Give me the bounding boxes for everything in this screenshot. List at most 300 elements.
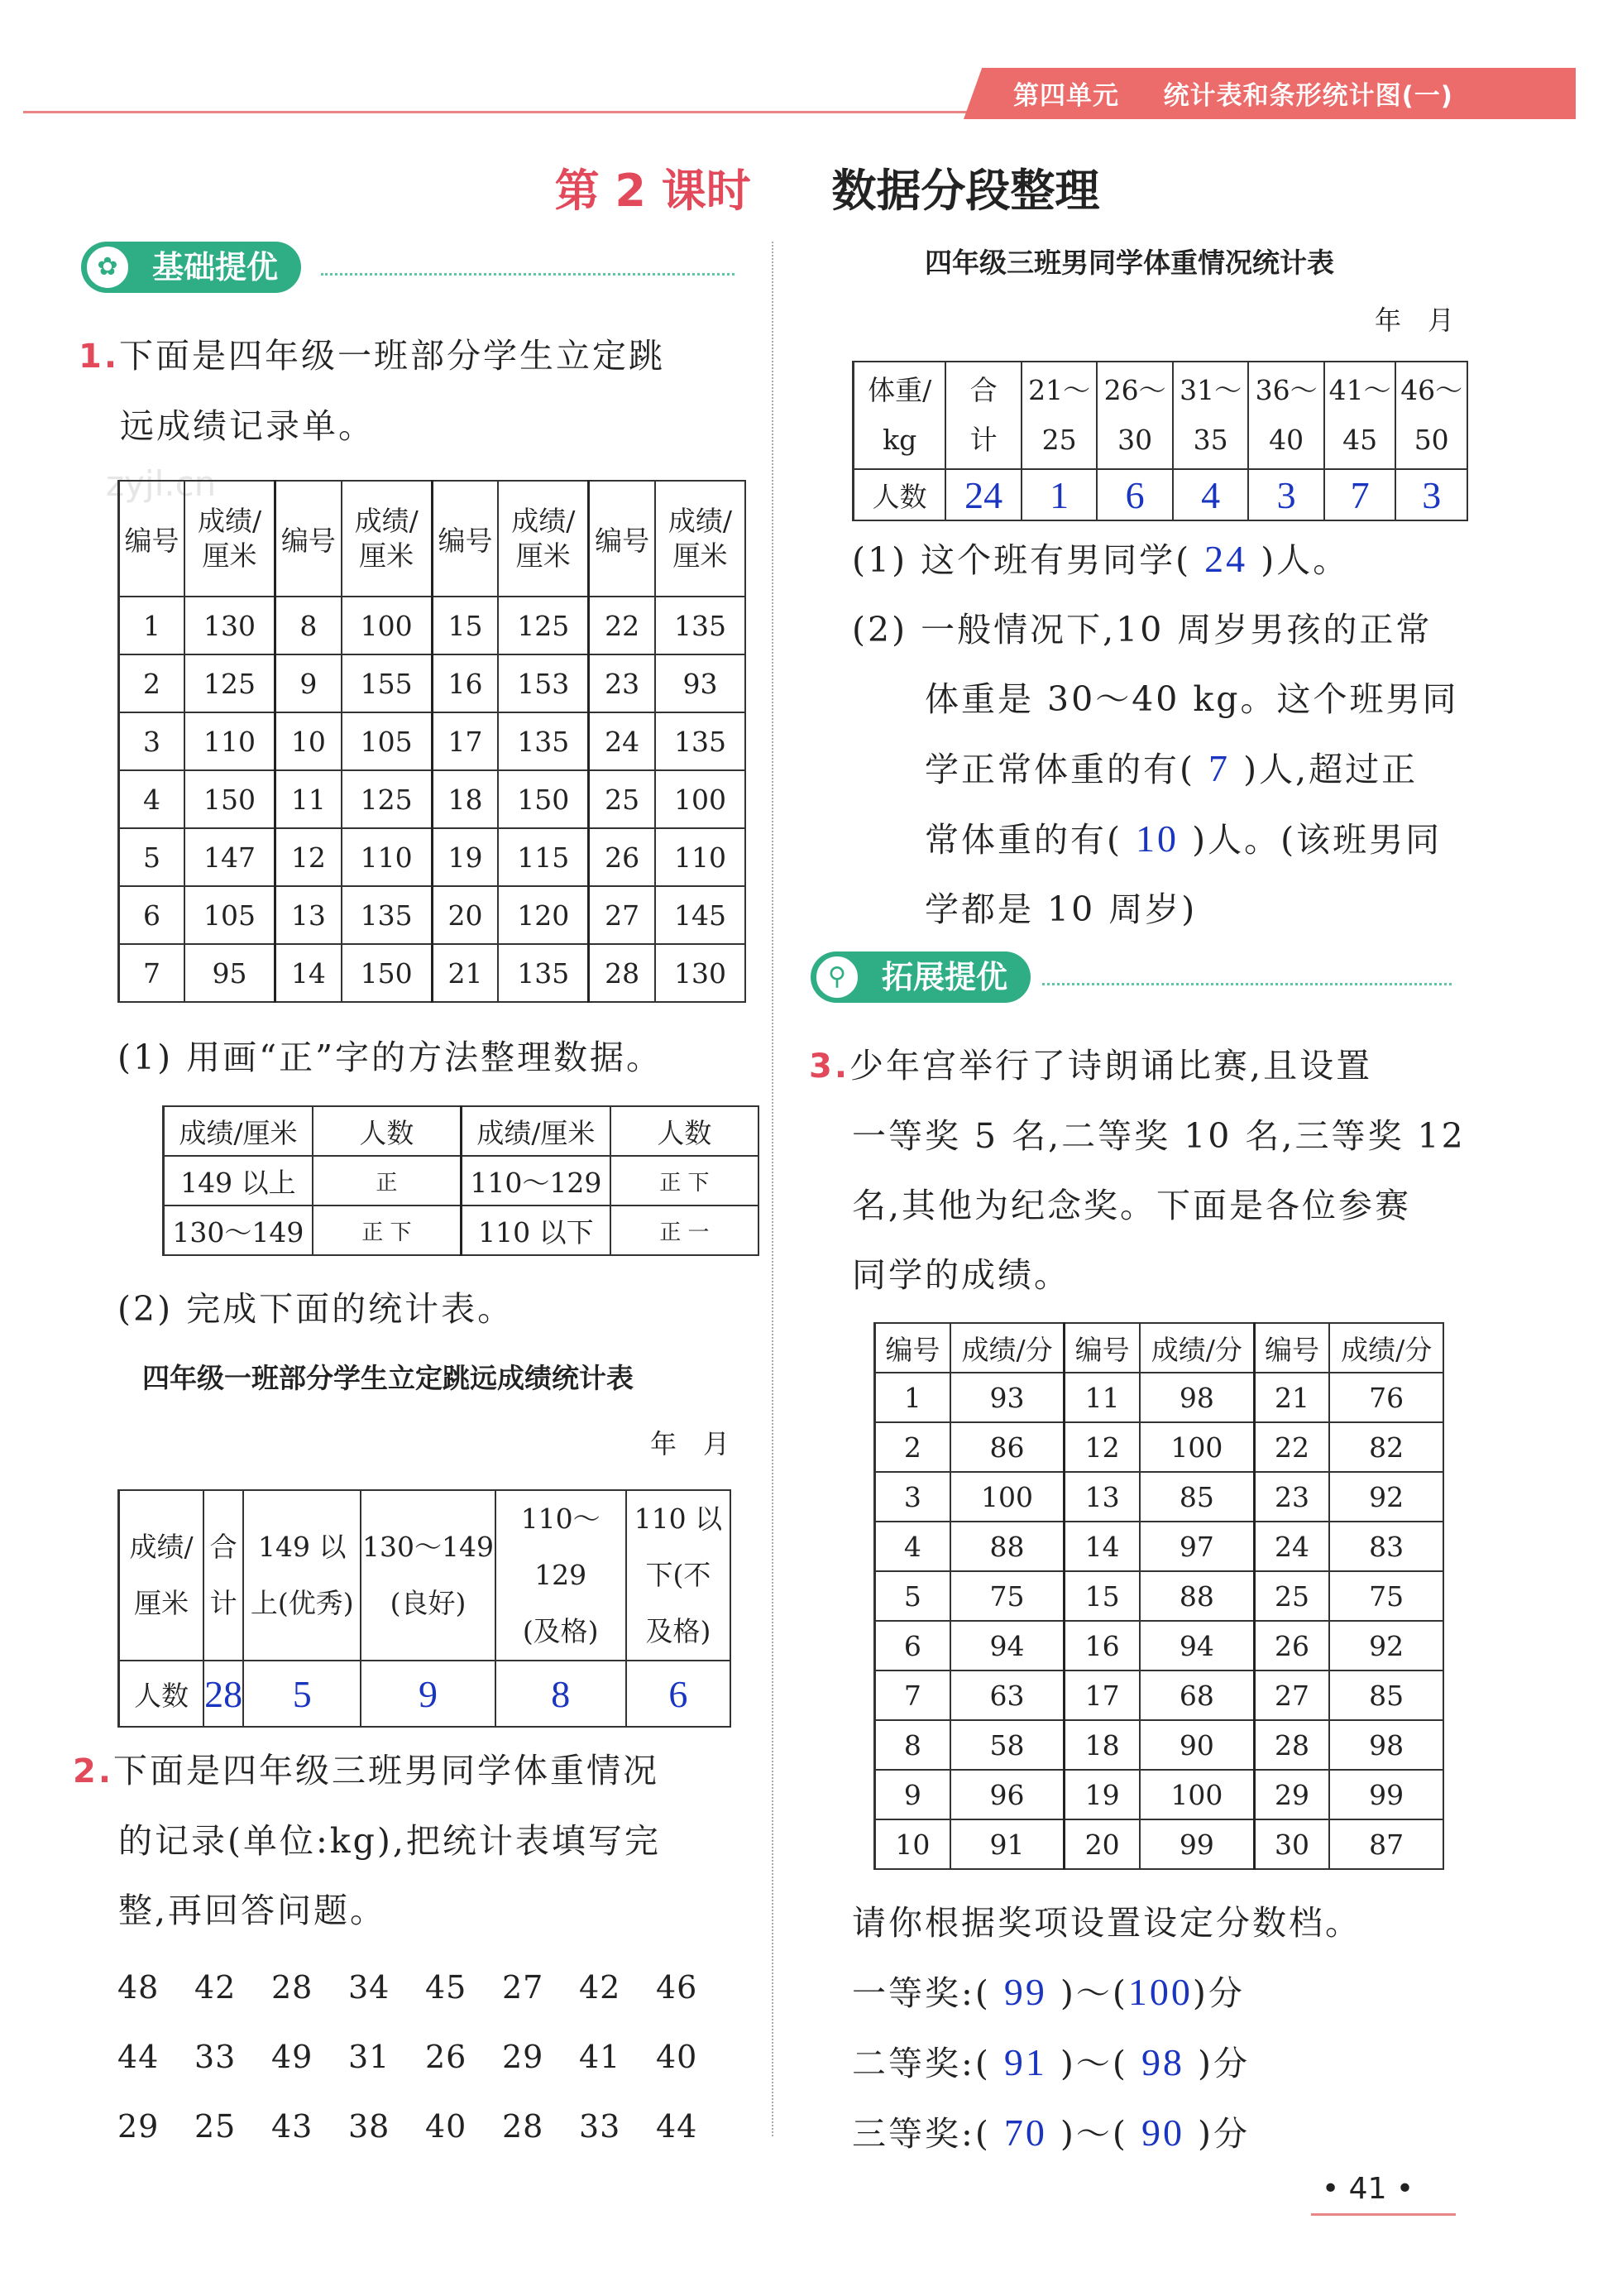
record-score-cell: 135 xyxy=(498,712,589,770)
record-score-cell: 125 xyxy=(498,597,589,654)
header-rule xyxy=(23,111,974,113)
weight-value: 28 xyxy=(271,1969,313,2006)
q1-stat-title: 四年级一班部分学生立定跳远成绩统计表 xyxy=(142,1362,634,1394)
q2-line1: 下面是四年级三班男同学体重情况 xyxy=(113,1751,660,1790)
magnifier-icon: ⚲ xyxy=(814,954,860,1000)
q2-answers xyxy=(852,525,1580,944)
table-header-row xyxy=(164,1106,759,1156)
table-cell: 130～149 xyxy=(164,1206,313,1255)
answer-cell: 1 xyxy=(1022,469,1098,520)
range-header: 36～ 40 xyxy=(1248,362,1324,469)
weight-row xyxy=(117,2092,733,2161)
record-id-cell: 26 xyxy=(589,828,655,886)
tally-marks: 正 一 xyxy=(610,1206,758,1255)
record-id-cell: 18 xyxy=(432,770,498,828)
weight-value: 25 xyxy=(194,2108,237,2145)
contestant-score-cell: 86 xyxy=(950,1422,1065,1472)
range-sep: )～( xyxy=(1060,1973,1128,2013)
record-id-cell: 2 xyxy=(119,654,185,712)
col-id: 编号 xyxy=(119,481,185,597)
stat-h-total: 合 计 xyxy=(203,1490,243,1661)
q3-answers xyxy=(852,1888,1580,2169)
contestant-id-cell: 13 xyxy=(1065,1472,1140,1522)
contestant-score-cell: 98 xyxy=(1140,1373,1254,1422)
range-end: )分 xyxy=(1198,2044,1250,2083)
contestant-score-cell: 85 xyxy=(1329,1670,1443,1720)
col-score: 成绩/分 xyxy=(950,1323,1065,1373)
stat-h-score: 成绩/ 厘米 xyxy=(119,1490,204,1661)
record-id-cell: 19 xyxy=(432,828,498,886)
contestant-id-cell: 27 xyxy=(1254,1670,1329,1720)
record-score-cell: 150 xyxy=(498,770,589,828)
unit-topic: 统计表和条形统计图(一) xyxy=(1163,81,1453,111)
contestant-score-cell: 99 xyxy=(1329,1770,1443,1819)
q3-line3: 名,其他为纪念奖。下面是各位参赛 xyxy=(852,1186,1412,1225)
record-id-cell: 5 xyxy=(119,828,185,886)
table-header-row xyxy=(119,1490,731,1661)
prize3-max: 90 xyxy=(1141,2111,1184,2154)
table-header-row xyxy=(854,362,1468,469)
record-id-cell: 13 xyxy=(275,886,342,944)
table-cell: 110～129 xyxy=(461,1156,610,1206)
record-id-cell: 12 xyxy=(275,828,342,886)
contestant-id-cell: 6 xyxy=(875,1621,950,1670)
weight-value: 48 xyxy=(117,1969,160,2006)
weight-row xyxy=(117,2022,733,2092)
lesson-title xyxy=(0,156,1603,219)
contestant-id-cell: 9 xyxy=(875,1770,950,1819)
table-row xyxy=(119,886,746,944)
q3-line2: 一等奖 5 名,二等奖 10 名,三等奖 12 xyxy=(852,1116,1466,1156)
table-row xyxy=(875,1571,1444,1621)
tally-marks: 正 下 xyxy=(610,1156,758,1206)
record-id-cell: 7 xyxy=(119,944,185,1002)
q2-stat-table xyxy=(852,361,1468,521)
q2-a2-line4: )人。(该班男同 xyxy=(1192,820,1443,860)
table-row xyxy=(875,1819,1444,1869)
answer-cell: 6 xyxy=(1097,469,1173,520)
col-score: 成绩/分 xyxy=(1140,1323,1254,1373)
answer-pass: 8 xyxy=(495,1661,626,1727)
contestant-score-cell: 91 xyxy=(950,1819,1065,1869)
contestant-score-cell: 85 xyxy=(1140,1472,1254,1522)
q2-a2-answer1: 7 xyxy=(1208,747,1231,789)
contestant-id-cell: 11 xyxy=(1065,1373,1140,1422)
section-dots xyxy=(1042,983,1452,985)
answer-good: 9 xyxy=(361,1661,495,1727)
table-row xyxy=(875,1472,1444,1522)
weight-value: 44 xyxy=(656,2108,698,2145)
contestant-score-cell: 98 xyxy=(1329,1720,1443,1770)
stat-h-good: 130～149 (良好) xyxy=(361,1490,495,1661)
page-number: • 41 • xyxy=(1322,2172,1414,2206)
record-score-cell: 147 xyxy=(184,828,275,886)
contestant-score-cell: 100 xyxy=(950,1472,1065,1522)
contestant-id-cell: 14 xyxy=(1065,1522,1140,1571)
contestant-id-cell: 5 xyxy=(875,1571,950,1621)
col-score: 成绩/ 厘米 xyxy=(342,481,433,597)
q2-a1-text: (1) 这个班有男同学( xyxy=(852,540,1192,580)
weight-row xyxy=(117,1953,733,2022)
q1-line2: 远成绩记录单。 xyxy=(120,406,375,446)
weight-value: 33 xyxy=(194,2039,237,2075)
stat-row-label: 人数 xyxy=(119,1661,204,1727)
table-row xyxy=(875,1770,1444,1819)
answer-total: 28 xyxy=(203,1661,243,1727)
record-score-cell: 115 xyxy=(498,828,589,886)
q2-a2-line2: 体重是 30～40 kg。这个班男同 xyxy=(925,679,1459,719)
weight-header: 体重/ kg xyxy=(854,362,946,469)
q2-a2-line5: 学都是 10 周岁) xyxy=(925,889,1198,929)
contestant-id-cell: 21 xyxy=(1254,1373,1329,1422)
q1-record-table xyxy=(117,480,746,1003)
table-row xyxy=(119,770,746,828)
record-score-cell: 100 xyxy=(342,597,433,654)
section-extend-label: 拓展提优 xyxy=(882,959,1008,995)
table-row xyxy=(875,1522,1444,1571)
table-row xyxy=(854,469,1468,520)
contestant-score-cell: 92 xyxy=(1329,1621,1443,1670)
running-header xyxy=(1013,74,1453,112)
record-score-cell: 110 xyxy=(655,828,745,886)
answer-cell: 3 xyxy=(1248,469,1324,520)
section-basic-label: 基础提优 xyxy=(152,249,279,285)
weight-value: 41 xyxy=(579,2039,621,2075)
weight-value: 34 xyxy=(348,1969,390,2006)
q2-a2-line4: 常体重的有( xyxy=(925,820,1122,860)
record-id-cell: 15 xyxy=(432,597,498,654)
q1-text xyxy=(79,321,757,461)
table-row xyxy=(875,1422,1444,1472)
section-extend xyxy=(811,951,1472,1003)
weight-value: 43 xyxy=(271,2108,313,2145)
contestant-score-cell: 96 xyxy=(950,1770,1065,1819)
sprout-icon: ✿ xyxy=(84,244,131,290)
q1-line1: 下面是四年级一班部分学生立定跳 xyxy=(119,336,666,376)
unit-label: 第四单元 xyxy=(1013,81,1119,111)
table-row xyxy=(875,1670,1444,1720)
record-id-cell: 11 xyxy=(275,770,342,828)
q1-record-body xyxy=(119,597,746,1002)
contestant-score-cell: 100 xyxy=(1140,1770,1254,1819)
weight-value: 29 xyxy=(502,2039,544,2075)
table-row xyxy=(119,1661,731,1727)
record-id-cell: 22 xyxy=(589,597,655,654)
q3-line1: 少年宫举行了诗朗诵比赛,且设置 xyxy=(849,1046,1373,1086)
tally-h-count: 人数 xyxy=(610,1106,758,1156)
contestant-id-cell: 8 xyxy=(875,1720,950,1770)
section-dots xyxy=(321,273,735,276)
q2-line3: 整,再回答问题。 xyxy=(118,1891,387,1930)
col-score: 成绩/ 厘米 xyxy=(184,481,275,597)
record-score-cell: 125 xyxy=(184,654,275,712)
contestant-id-cell: 18 xyxy=(1065,1720,1140,1770)
contestant-id-cell: 15 xyxy=(1065,1571,1140,1621)
q2-a1-text: )人。 xyxy=(1261,540,1350,580)
contestant-id-cell: 20 xyxy=(1065,1819,1140,1869)
contestant-score-cell: 88 xyxy=(1140,1571,1254,1621)
record-score-cell: 135 xyxy=(655,597,745,654)
q3-prompt: 请你根据奖项设置设定分数档。 xyxy=(852,1903,1361,1943)
q2-text xyxy=(73,1736,768,1945)
q2-a2-line3: )人,超过正 xyxy=(1243,750,1419,789)
answer-excellent: 5 xyxy=(243,1661,361,1727)
record-id-cell: 25 xyxy=(589,770,655,828)
table-row xyxy=(119,712,746,770)
contestant-score-cell: 94 xyxy=(950,1621,1065,1670)
prize1-min: 99 xyxy=(1003,1971,1047,2013)
col-id: 编号 xyxy=(432,481,498,597)
table-row xyxy=(119,597,746,654)
col-score: 成绩/分 xyxy=(1329,1323,1443,1373)
record-score-cell: 125 xyxy=(342,770,433,828)
table-header-row xyxy=(119,481,746,597)
q2-a2-line3: 学正常体重的有( xyxy=(925,750,1195,789)
weight-value: 33 xyxy=(579,2108,621,2145)
stat-h-excellent: 149 以 上(优秀) xyxy=(243,1490,361,1661)
contestant-score-cell: 75 xyxy=(1329,1571,1443,1621)
record-id-cell: 23 xyxy=(589,654,655,712)
record-score-cell: 105 xyxy=(184,886,275,944)
range-end: )分 xyxy=(1192,1973,1245,2013)
q2-a2-line1: (2) 一般情况下,10 周岁男孩的正常 xyxy=(852,610,1433,649)
q2-line2: 的记录(单位:kg),把统计表填写完 xyxy=(118,1821,661,1861)
table-row xyxy=(875,1373,1444,1422)
record-id-cell: 9 xyxy=(275,654,342,712)
tally-h-score: 成绩/厘米 xyxy=(461,1106,610,1156)
weight-value: 28 xyxy=(502,2108,544,2145)
answer-cell: 4 xyxy=(1173,469,1249,520)
record-id-cell: 4 xyxy=(119,770,185,828)
record-id-cell: 14 xyxy=(275,944,342,1002)
contestant-id-cell: 7 xyxy=(875,1670,950,1720)
record-score-cell: 155 xyxy=(342,654,433,712)
table-row xyxy=(119,944,746,1002)
contestant-score-cell: 76 xyxy=(1329,1373,1443,1422)
record-id-cell: 10 xyxy=(275,712,342,770)
contestant-id-cell: 4 xyxy=(875,1522,950,1571)
q3-score-table xyxy=(873,1322,1444,1870)
q2-a2-answer2: 10 xyxy=(1136,817,1180,860)
range-header: 21～ 25 xyxy=(1022,362,1098,469)
record-id-cell: 28 xyxy=(589,944,655,1002)
contestant-id-cell: 19 xyxy=(1065,1770,1140,1819)
q3-number: 3. xyxy=(809,1047,850,1086)
tally-marks: 正 xyxy=(313,1156,462,1206)
contestant-score-cell: 90 xyxy=(1140,1720,1254,1770)
record-score-cell: 135 xyxy=(498,944,589,1002)
col-score: 成绩/ 厘米 xyxy=(498,481,589,597)
col-id: 编号 xyxy=(875,1323,950,1373)
contestant-score-cell: 94 xyxy=(1140,1621,1254,1670)
weight-value: 31 xyxy=(348,2039,390,2075)
q1-sub2: (2) 完成下面的统计表。 xyxy=(117,1289,514,1329)
col-id: 编号 xyxy=(1065,1323,1140,1373)
record-score-cell: 145 xyxy=(655,886,745,944)
weight-value: 40 xyxy=(656,2039,698,2075)
record-score-cell: 135 xyxy=(655,712,745,770)
record-id-cell: 6 xyxy=(119,886,185,944)
q1-sub1: (1) 用画“正”字的方法整理数据。 xyxy=(117,1038,663,1077)
record-score-cell: 130 xyxy=(655,944,745,1002)
contestant-id-cell: 17 xyxy=(1065,1670,1140,1720)
weight-value: 38 xyxy=(348,2108,390,2145)
contestant-id-cell: 26 xyxy=(1254,1621,1329,1670)
contestant-score-cell: 88 xyxy=(950,1522,1065,1571)
q1-date: 年 月 xyxy=(650,1428,730,1460)
prize2-label: 二等奖:( xyxy=(852,2044,991,2083)
table-cell: 149 以上 xyxy=(164,1156,313,1206)
record-score-cell: 93 xyxy=(655,654,745,712)
record-score-cell: 105 xyxy=(342,712,433,770)
contestant-id-cell: 22 xyxy=(1254,1422,1329,1472)
weight-value: 40 xyxy=(425,2108,467,2145)
answer-cell: 7 xyxy=(1324,469,1396,520)
col-id: 编号 xyxy=(275,481,342,597)
answer-cell: 24 xyxy=(945,469,1022,520)
table-row xyxy=(875,1720,1444,1770)
contestant-score-cell: 63 xyxy=(950,1670,1065,1720)
weight-value: 42 xyxy=(579,1969,621,2006)
contestant-score-cell: 82 xyxy=(1329,1422,1443,1472)
record-score-cell: 150 xyxy=(184,770,275,828)
weight-value: 44 xyxy=(117,2039,160,2075)
prize3-label: 三等奖:( xyxy=(852,2114,991,2154)
prize2-max: 98 xyxy=(1141,2041,1184,2083)
q3-line4: 同学的成绩。 xyxy=(852,1255,1070,1295)
tally-h-score: 成绩/厘米 xyxy=(164,1106,313,1156)
weight-value: 29 xyxy=(117,2108,160,2145)
contestant-id-cell: 25 xyxy=(1254,1571,1329,1621)
record-id-cell: 17 xyxy=(432,712,498,770)
record-score-cell: 110 xyxy=(184,712,275,770)
record-score-cell: 110 xyxy=(342,828,433,886)
record-id-cell: 8 xyxy=(275,597,342,654)
contestant-score-cell: 92 xyxy=(1329,1472,1443,1522)
q1-number: 1. xyxy=(79,338,120,376)
contestant-id-cell: 1 xyxy=(875,1373,950,1422)
record-score-cell: 100 xyxy=(655,770,745,828)
contestant-id-cell: 29 xyxy=(1254,1770,1329,1819)
range-end: )分 xyxy=(1198,2114,1250,2154)
col-score: 成绩/ 厘米 xyxy=(655,481,745,597)
record-id-cell: 21 xyxy=(432,944,498,1002)
answer-cell: 3 xyxy=(1395,469,1467,520)
answer-fail: 6 xyxy=(626,1661,730,1727)
record-id-cell: 20 xyxy=(432,886,498,944)
contestant-id-cell: 30 xyxy=(1254,1819,1329,1869)
record-score-cell: 130 xyxy=(184,597,275,654)
q2-date: 年 月 xyxy=(1375,304,1455,336)
weight-value: 49 xyxy=(271,2039,313,2075)
contestant-score-cell: 68 xyxy=(1140,1670,1254,1720)
table-header-row xyxy=(875,1323,1444,1373)
col-id: 编号 xyxy=(1254,1323,1329,1373)
contestant-id-cell: 28 xyxy=(1254,1720,1329,1770)
range-header: 31～ 35 xyxy=(1173,362,1249,469)
weight-value: 46 xyxy=(656,1969,698,2006)
table-row xyxy=(119,654,746,712)
count-label: 人数 xyxy=(854,469,946,520)
contestant-score-cell: 93 xyxy=(950,1373,1065,1422)
tally-h-count: 人数 xyxy=(313,1106,462,1156)
record-score-cell: 153 xyxy=(498,654,589,712)
stat-h-pass: 110～ 129 (及格) xyxy=(495,1490,626,1661)
section-basic xyxy=(81,242,743,293)
weight-value: 45 xyxy=(425,1969,467,2006)
contestant-id-cell: 3 xyxy=(875,1472,950,1522)
q2-a1-answer: 24 xyxy=(1204,538,1248,580)
record-id-cell: 1 xyxy=(119,597,185,654)
record-id-cell: 3 xyxy=(119,712,185,770)
contestant-id-cell: 24 xyxy=(1254,1522,1329,1571)
q1-stat-table xyxy=(117,1489,731,1728)
prize1-label: 一等奖:( xyxy=(852,1973,991,2013)
q3-text xyxy=(809,1031,1553,1310)
q3-score-body xyxy=(875,1373,1444,1869)
weight-value: 42 xyxy=(194,1969,237,2006)
contestant-score-cell: 83 xyxy=(1329,1522,1443,1571)
contestant-id-cell: 10 xyxy=(875,1819,950,1869)
contestant-score-cell: 87 xyxy=(1329,1819,1443,1869)
range-header: 41～ 45 xyxy=(1324,362,1396,469)
contestant-id-cell: 16 xyxy=(1065,1621,1140,1670)
record-score-cell: 135 xyxy=(342,886,433,944)
contestant-id-cell: 2 xyxy=(875,1422,950,1472)
prize2-min: 91 xyxy=(1003,2041,1047,2083)
col-id: 编号 xyxy=(589,481,655,597)
record-id-cell: 16 xyxy=(432,654,498,712)
contestant-score-cell: 99 xyxy=(1140,1819,1254,1869)
weight-value: 26 xyxy=(425,2039,467,2075)
page-number-rule xyxy=(1311,2213,1456,2216)
prize3-min: 70 xyxy=(1003,2111,1047,2154)
contestant-score-cell: 97 xyxy=(1140,1522,1254,1571)
q2-number: 2. xyxy=(73,1752,114,1790)
record-id-cell: 24 xyxy=(589,712,655,770)
table-row xyxy=(119,828,746,886)
prize1-max: 100 xyxy=(1127,1971,1193,2013)
table-cell: 110 以下 xyxy=(461,1206,610,1255)
range-header: 46～ 50 xyxy=(1395,362,1467,469)
q1-tally-table xyxy=(162,1105,759,1256)
table-row xyxy=(164,1156,759,1206)
contestant-score-cell: 75 xyxy=(950,1571,1065,1621)
table-row xyxy=(164,1206,759,1255)
contestant-id-cell: 12 xyxy=(1065,1422,1140,1472)
record-score-cell: 150 xyxy=(342,944,433,1002)
lesson-name: 数据分段整理 xyxy=(831,165,1100,217)
range-sep: )～( xyxy=(1060,2044,1128,2083)
contestant-score-cell: 58 xyxy=(950,1720,1065,1770)
q2-weight-data xyxy=(117,1953,733,2161)
record-id-cell: 27 xyxy=(589,886,655,944)
total-header: 合 计 xyxy=(945,362,1022,469)
watermark: zyjl.cn xyxy=(106,463,217,504)
stat-h-fail: 110 以 下(不 及格) xyxy=(626,1490,730,1661)
column-divider xyxy=(772,242,773,2136)
tally-marks: 正 下 xyxy=(313,1206,462,1255)
contestant-id-cell: 23 xyxy=(1254,1472,1329,1522)
q2-table-title: 四年级三班男同学体重情况统计表 xyxy=(925,247,1334,279)
table-row xyxy=(875,1621,1444,1670)
range-sep: )～( xyxy=(1060,2114,1128,2154)
contestant-score-cell: 100 xyxy=(1140,1422,1254,1472)
lesson-number: 第 2 课时 xyxy=(554,165,751,217)
record-score-cell: 95 xyxy=(184,944,275,1002)
range-header: 26～ 30 xyxy=(1097,362,1173,469)
weight-value: 27 xyxy=(502,1969,544,2006)
